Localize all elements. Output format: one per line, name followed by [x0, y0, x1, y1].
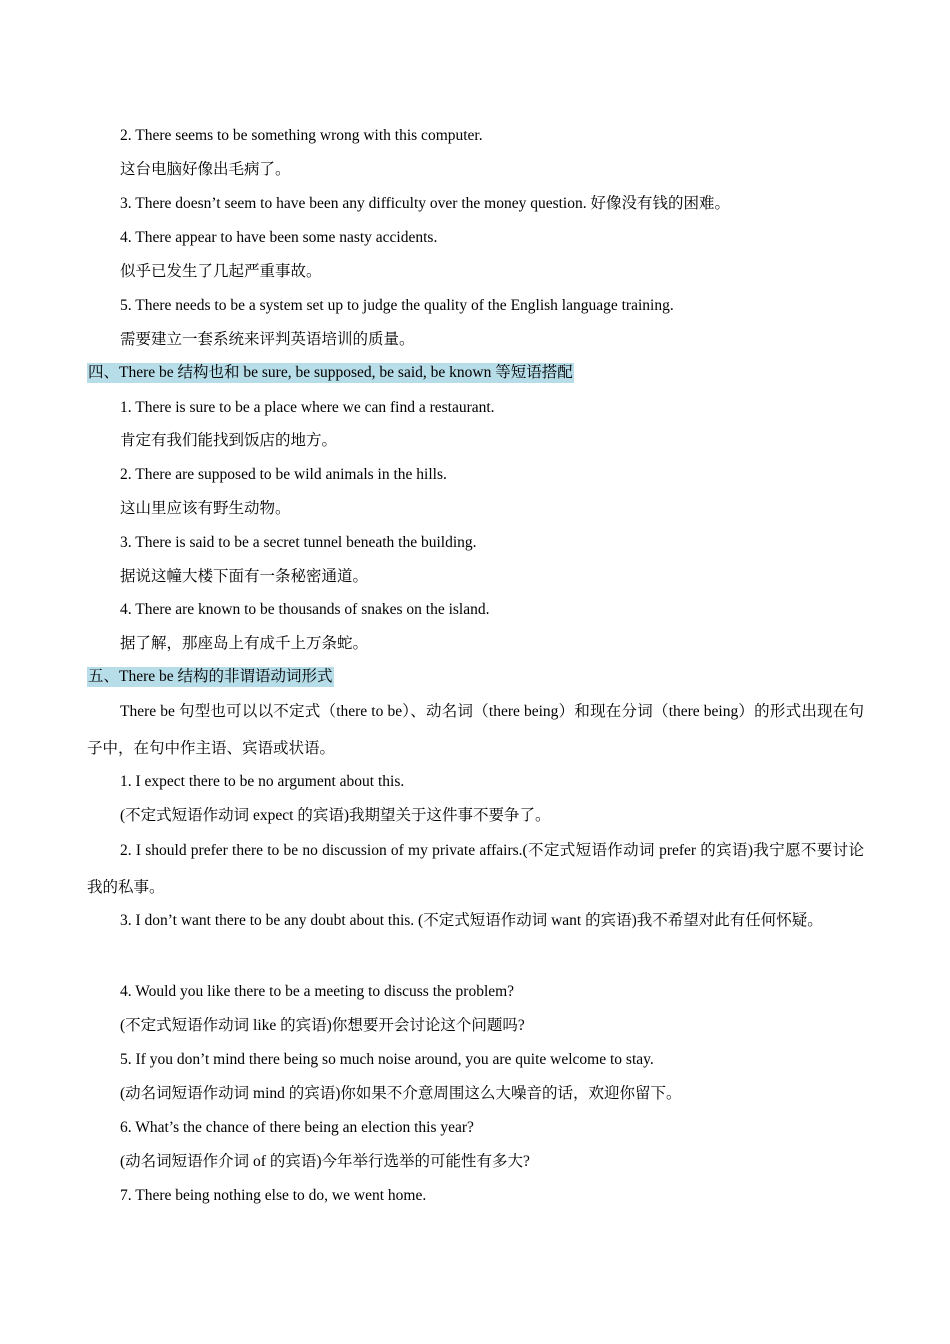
translation-line: 这山里应该有野生动物。 — [120, 500, 291, 517]
example-line: 5. There needs to be a system set up to judge the quality of the English language training. — [120, 297, 674, 314]
example-line: 1. There is sure to be a place where we can find a restaurant. — [120, 399, 495, 416]
example-line: 1. I expect there to be no argument about this. — [120, 773, 405, 790]
example-line: 3. There is said to be a secret tunnel beneath the building. — [120, 534, 477, 551]
translation-line: 这台电脑好像出毛病了。 — [120, 161, 291, 178]
example-line: 6. What’s the chance of there being an election this year? — [120, 1119, 474, 1136]
translation-line: (不定式短语作动词 expect 的宾语)我期望关于这件事不要争了。 — [120, 807, 551, 824]
example-line: 5. If you don’t mind there being so much noise around, you are quite welcome to stay. — [120, 1051, 654, 1068]
translation-line: 据说这幢大楼下面有一条秘密通道。 — [120, 568, 369, 585]
section-heading-4: 四、There be 结构也和 be sure, be supposed, be said, be known 等短语搭配 — [88, 364, 573, 381]
translation-line: (动名词短语作介词 of 的宾语)今年举行选举的可能性有多大? — [120, 1153, 530, 1170]
translation-line: 需要建立一套系统来评判英语培训的质量。 — [120, 331, 415, 348]
intro-paragraph: There be 句型也可以以不定式（there to be）、动名词（there being）和现在分词（there being）的形式出现在句子中，在句中作主语、宾语或状语。 — [87, 703, 864, 757]
example-line: 7. There being nothing else to do, we went home. — [120, 1187, 427, 1204]
section-heading-5: 五、There be 结构的非谓语动词形式 — [88, 668, 333, 685]
example-line: 4. There appear to have been some nasty accidents. — [120, 229, 438, 246]
example-paragraph: 3. I don’t want there to be any doubt about this. (不定式短语作动词 want 的宾语)我不希望对此有任何怀疑。 — [120, 912, 823, 929]
translation-line: 据了解，那座岛上有成千上万条蛇。 — [120, 635, 369, 652]
translation-line: 似乎已发生了几起严重事故。 — [120, 263, 322, 280]
example-line: 4. Would you like there to be a meeting to discuss the problem? — [120, 983, 515, 1000]
translation-line: (动名词短语作动词 mind 的宾语)你如果不介意周围这么大噪音的话，欢迎你留下。 — [120, 1085, 682, 1102]
example-paragraph: 2. I should prefer there to be no discussion of my private affairs.(不定式短语作动词 prefer 的宾语)我宁愿不要讨论我的私事。 — [87, 842, 864, 896]
translation-line: 肯定有我们能找到饭店的地方。 — [120, 432, 338, 449]
example-line: 2. There are supposed to be wild animals in the hills. — [120, 466, 447, 483]
example-line: 2. There seems to be something wrong with this computer. — [120, 127, 483, 144]
example-line: 3. There doesn’t seem to have been any difficulty over the money question. 好像没有钱的困难。 — [120, 195, 730, 212]
translation-line: (不定式短语作动词 like 的宾语)你想要开会讨论这个问题吗? — [120, 1017, 525, 1034]
example-line: 4. There are known to be thousands of snakes on the island. — [120, 601, 490, 618]
